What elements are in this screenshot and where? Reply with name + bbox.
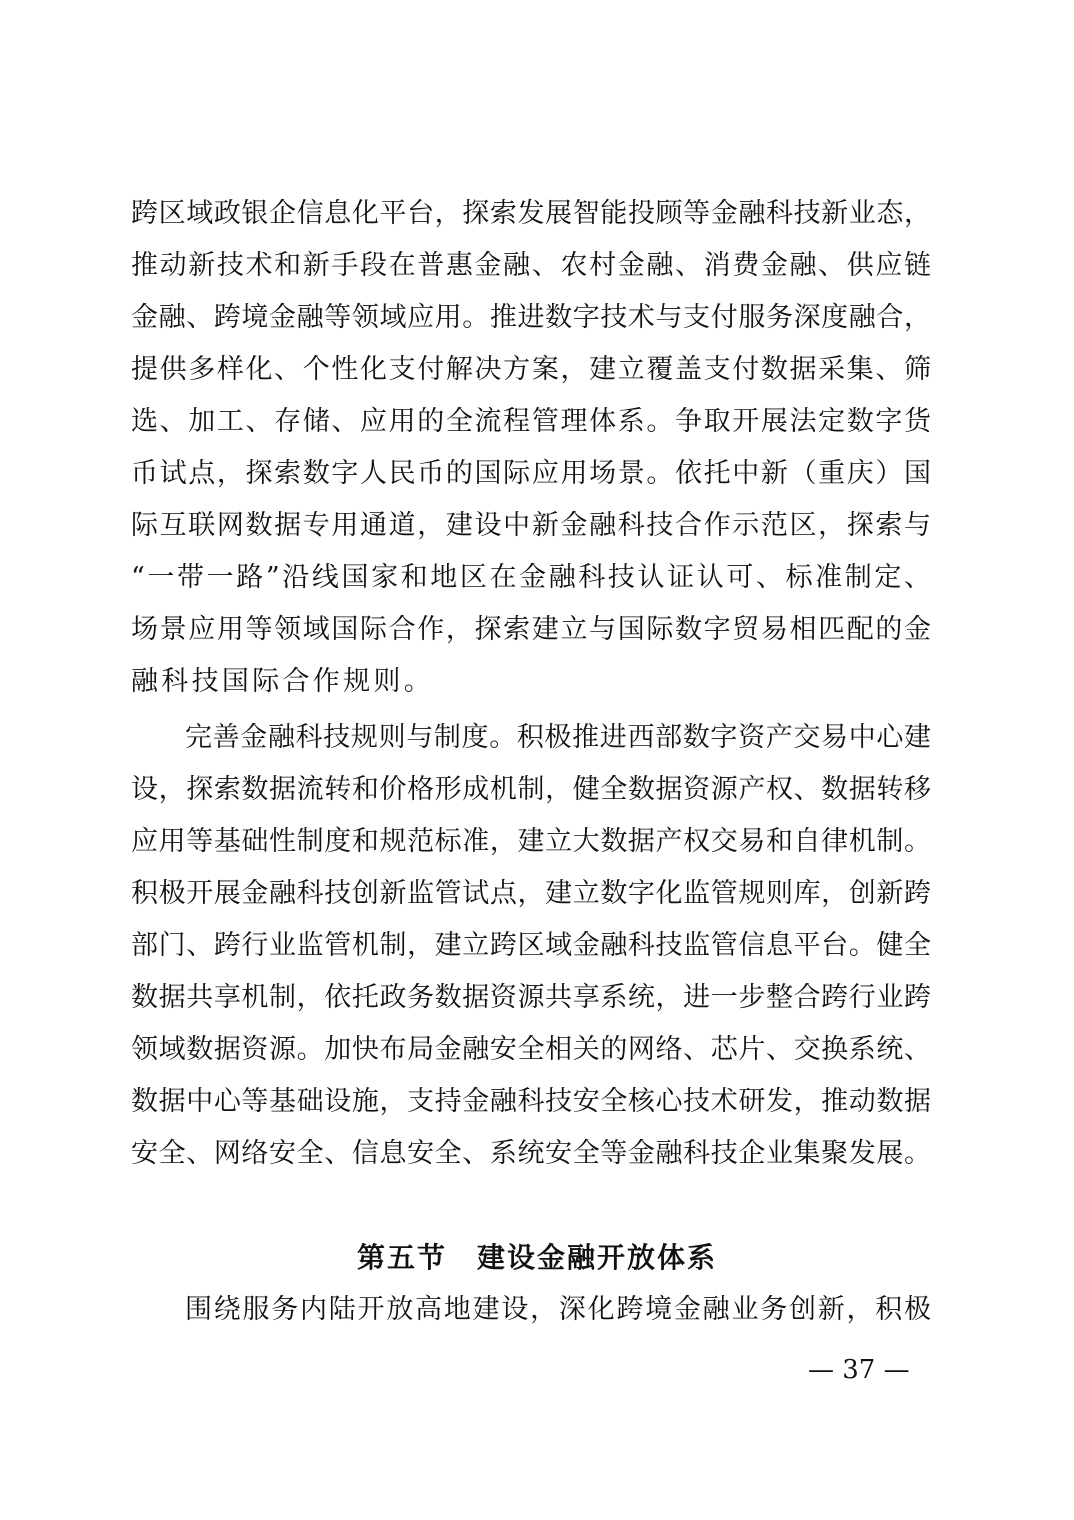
text-line: 部门、跨行业监管机制，建立跨区域金融科技监管信息平台。健全 xyxy=(131,930,931,961)
text-line: 推动新技术和新手段在普惠金融、农村金融、消费金融、供应链 xyxy=(131,250,931,281)
text-line: 金融、跨境金融等领域应用。推进数字技术与支付服务深度融合， xyxy=(131,302,931,333)
text-line-indented: 完善金融科技规则与制度。积极推进西部数字资产交易中心建 xyxy=(185,722,931,753)
text-line: 积极开展金融科技创新监管试点，建立数字化监管规则库，创新跨 xyxy=(131,878,931,909)
text-line: 领域数据资源。加快布局金融安全相关的网络、芯片、交换系统、 xyxy=(131,1034,931,1065)
text-line: 选、加工、存储、应用的全流程管理体系。争取开展法定数字货 xyxy=(131,406,931,437)
text-line: 币试点，探索数字人民币的国际应用场景。依托中新（重庆）国 xyxy=(131,458,931,489)
text-line: 设，探索数据流转和价格形成机制，健全数据资源产权、数据转移 xyxy=(131,774,931,805)
text-line: 跨区域政银企信息化平台，探索发展智能投顾等金融科技新业态， xyxy=(131,198,931,229)
text-line: 融科技国际合作规则。 xyxy=(131,666,434,697)
text-line: 际互联网数据专用通道，建设中新金融科技合作示范区，探索与 xyxy=(131,510,931,541)
section-heading: 第五节 建设金融开放体系 xyxy=(356,1241,717,1274)
text-line: “一带一路”沿线国家和地区在金融科技认证认可、标准制定、 xyxy=(131,562,931,593)
text-line: 场景应用等领域国际合作，探索建立与国际数字贸易相匹配的金 xyxy=(131,614,931,645)
text-line: 数据中心等基础设施，支持金融科技安全核心技术研发，推动数据 xyxy=(131,1086,931,1117)
text-line: 数据共享机制，依托政务数据资源共享系统，进一步整合跨行业跨 xyxy=(131,982,931,1013)
page-number: — 37 — xyxy=(808,1355,910,1385)
text-line: 提供多样化、个性化支付解决方案，建立覆盖支付数据采集、筛 xyxy=(131,354,931,385)
text-line: 安全、网络安全、信息安全、系统安全等金融科技企业集聚发展。 xyxy=(131,1138,931,1169)
text-line-indented: 围绕服务内陆开放高地建设，深化跨境金融业务创新，积极 xyxy=(185,1294,931,1325)
text-line: 应用等基础性制度和规范标准，建立大数据产权交易和自律机制。 xyxy=(131,826,931,857)
